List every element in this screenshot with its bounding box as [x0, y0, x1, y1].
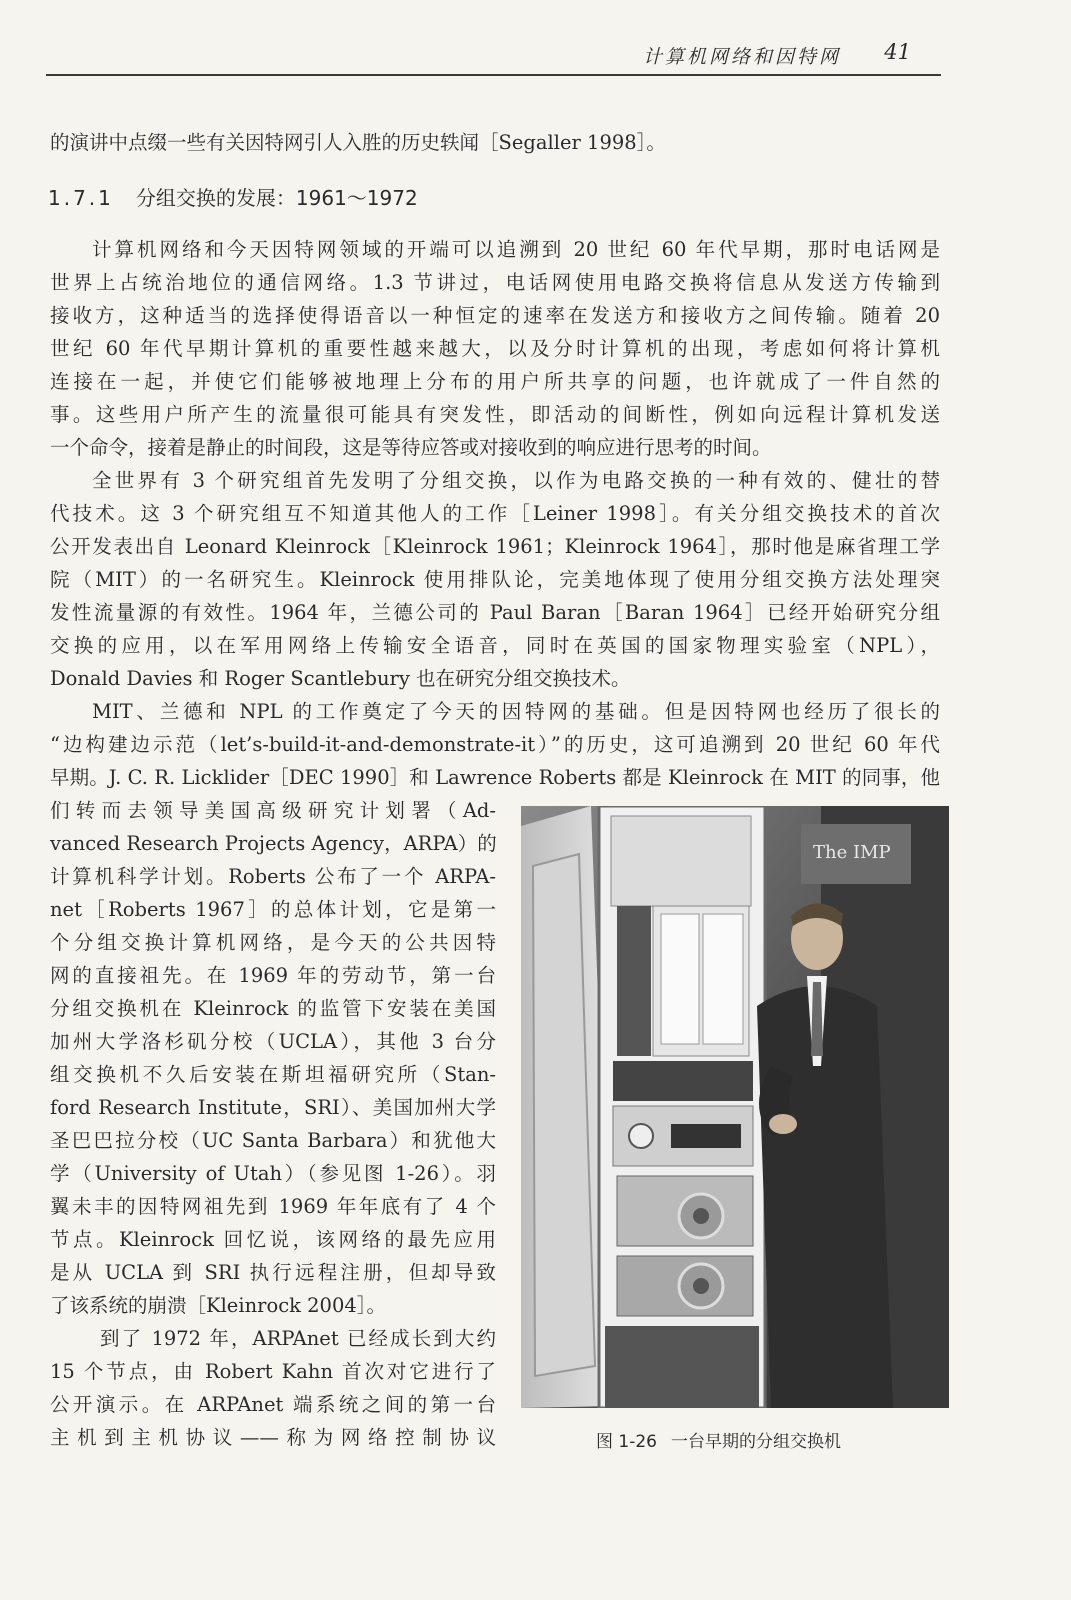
section-number: 1.7.1 [48, 186, 114, 210]
opening-line: 的演讲中点缀一些有关因特网引人入胜的历史轶闻［Segaller 1998］。 [50, 131, 666, 154]
paragraph-line: 全世界有 3 个研究组首先发明了分组交换，以作为电路交换的一种有效的、健壮的替 [92, 469, 940, 492]
imp-sign-text: The IMP [813, 842, 891, 863]
paragraph-line: 院（MIT）的一名研究生。Kleinrock 使用排队论，完美地体现了使用分组交换方法处理突 [50, 568, 940, 591]
column-line: 个分组交换计算机网络，是今天的公共因特 [50, 931, 496, 954]
running-title: 计算机网络和因特网 [642, 46, 841, 68]
paragraph-line: 发性流量源的有效性。1964 年，兰德公司的 Paul Baran［Baran 1964］已经开始研究分组 [50, 601, 940, 624]
column-line: 们转而去领导美国高级研究计划署（Ad- [50, 799, 496, 822]
paragraph-line: MIT、兰德和 NPL 的工作奠定了今天的因特网的基础。但是因特网也经历了很长的 [92, 700, 940, 723]
paragraph-line: 早期。J. C. R. Licklider［DEC 1990］和 Lawrence Roberts 都是 Kleinrock 在 MIT 的同事，他 [50, 766, 940, 789]
paragraph-line: Donald Davies 和 Roger Scantlebury 也在研究分组交换技术。 [50, 667, 631, 690]
paragraph-line: 公开发表出自 Leonard Kleinrock［Kleinrock 1961；Kleinrock 1964］，那时他是麻省理工学 [50, 535, 940, 558]
column-line: 加州大学洛杉矶分校（UCLA），其他 3 台分 [50, 1030, 496, 1053]
section-title: 分组交换的发展：1961～1972 [135, 186, 418, 210]
packet-switch-photo-illustration [521, 806, 949, 1408]
column-line: 节点。Kleinrock 回忆说，该网络的最先应用 [50, 1228, 496, 1251]
paragraph-line: 世纪 60 年代早期计算机的重要性越来越大，以及分时计算机的出现，考虑如何将计算机 [50, 337, 940, 360]
column-line: 分组交换机在 Kleinrock 的监管下安装在美国 [50, 997, 496, 1020]
imp-sign [801, 824, 911, 884]
column-line: 是从 UCLA 到 SRI 执行远程注册，但却导致 [50, 1261, 496, 1284]
paragraph-line: “边构建边示范（let’s-build-it-and-demonstrate-it）”的历史，这可追溯到 20 世纪 60 年代 [50, 733, 940, 756]
column-line: 学（University of Utah）（参见图 1-26）。羽 [50, 1162, 496, 1185]
column-line: 翼未丰的因特网祖先到 1969 年年底有了 4 个 [50, 1195, 496, 1218]
paragraph-line: 代技术。这 3 个研究组互不知道其他人的工作［Leiner 1998］。有关分组交换技术的首次 [50, 502, 940, 525]
column-line: 到了 1972 年，ARPAnet 已经成长到大约 [100, 1327, 496, 1350]
paragraph-line: 连接在一起，并使它们能够被地理上分布的用户所共享的问题，也许就成了一件自然的 [50, 370, 940, 393]
figure-caption [596, 1431, 841, 1453]
column-line: 圣巴巴拉分校（UC Santa Barbara）和犹他大 [50, 1129, 496, 1152]
page-number: 41 [884, 40, 911, 64]
figure-caption-text: 一台早期的分组交换机 [671, 1432, 841, 1452]
paragraph-line: 事。这些用户所产生的流量很可能具有突发性，即活动的间断性，例如向远程计算机发送 [50, 403, 940, 426]
figure-number: 图 1-26 [596, 1432, 657, 1452]
column-line: 计算机科学计划。Roberts 公布了一个 ARPA- [50, 865, 496, 888]
section-heading [48, 185, 418, 211]
column-line: 网的直接祖先。在 1969 年的劳动节，第一台 [50, 964, 496, 987]
column-line: net［Roberts 1967］的总体计划，它是第一 [50, 898, 496, 921]
paragraph-line: 接收方，这种适当的选择使得语音以一种恒定的速率在发送方和接收方之间传输。随着 20 [50, 304, 940, 327]
column-line: 主机到主机协议——称为网络控制协议 [50, 1426, 496, 1449]
paragraph-line: 一个命令，接着是静止的时间段，这是等待应答或对接收到的响应进行思考的时间。 [50, 436, 772, 459]
column-line: 15 个节点，由 Robert Kahn 首次对它进行了 [50, 1360, 496, 1383]
running-header [46, 38, 941, 76]
figure-photo [521, 806, 949, 1408]
paragraph-line: 计算机网络和今天因特网领域的开端可以追溯到 20 世纪 60 年代早期，那时电话网是 [92, 238, 940, 261]
column-line: 公开演示。在 ARPAnet 端系统之间的第一台 [50, 1393, 496, 1416]
column-line: vanced Research Projects Agency，ARPA）的 [50, 832, 497, 855]
column-line: 组交换机不久后安装在斯坦福研究所（Stan- [50, 1063, 496, 1086]
paragraph-line: 世界上占统治地位的通信网络。1.3 节讲过，电话网使用电路交换将信息从发送方传输到 [50, 271, 940, 294]
column-line: ford Research Institute，SRI）、美国加州大学 [50, 1096, 496, 1119]
cabinet-rack [599, 806, 765, 1408]
column-line: 了该系统的崩溃［Kleinrock 2004］。 [50, 1294, 387, 1317]
paragraph-line: 交换的应用，以在军用网络上传输安全语音，同时在英国的国家物理实验室（NPL）， [50, 634, 940, 657]
